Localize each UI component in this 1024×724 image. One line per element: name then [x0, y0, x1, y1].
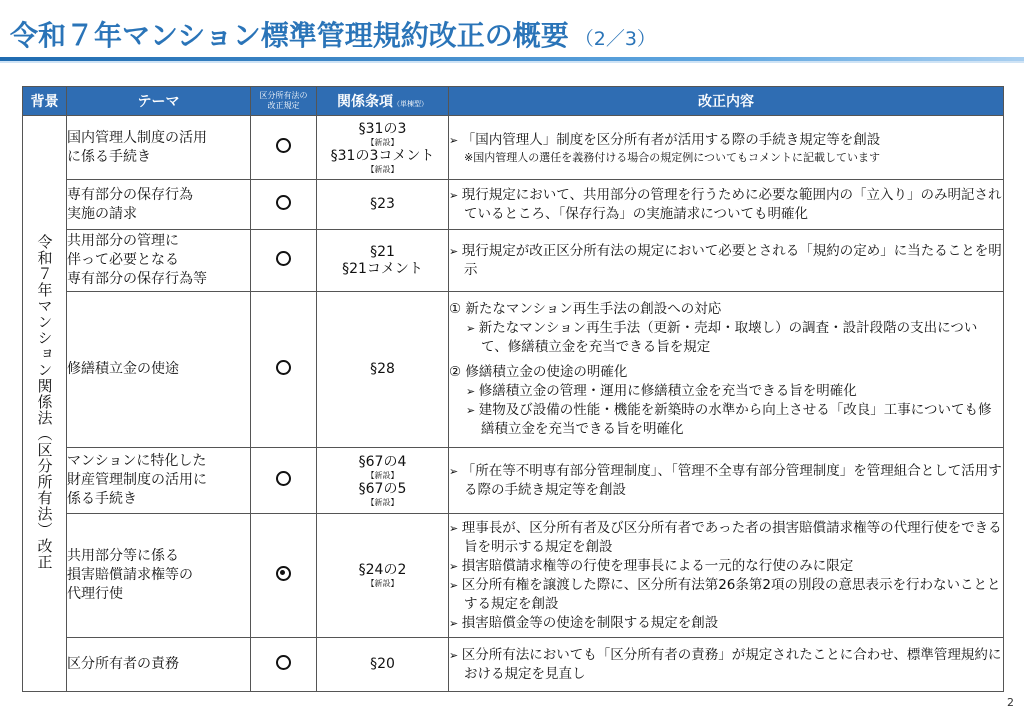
bullet-text: 区分所有法においても「区分所有者の責務」が規定されたことに合わせ、標準管理規約における規定を見直し — [461, 646, 1002, 682]
theme-line: 実施の請求 — [67, 205, 137, 222]
new-tag: 【新設】 — [366, 497, 399, 507]
articles-cell — [317, 180, 449, 230]
article-ref: §31の3コメント — [330, 147, 435, 164]
table-row — [23, 116, 1004, 180]
bullet-item — [449, 462, 1003, 500]
law-mark-cell — [251, 638, 317, 692]
header-background: 背景 — [23, 87, 67, 116]
article-ref: §21 — [370, 243, 395, 260]
page-title: 令和７年マンション標準管理規約改正の概要 （2／3） — [10, 19, 656, 52]
header-law: 区分所有法の 改正規定 — [251, 87, 317, 116]
theme-line: マンションに特化した — [67, 453, 207, 469]
content-cell — [449, 116, 1004, 180]
articles-cell — [317, 638, 449, 692]
bullet-text: 現行規定において、共用部分の管理を行うために必要な範囲内の「立入り」のみ明記されているところ、「保存行為」の実施請求についても明確化 — [461, 186, 1002, 222]
articles-cell — [317, 514, 449, 638]
bullet-item — [449, 614, 1003, 633]
content-cell — [449, 514, 1004, 638]
law-mark-cell — [251, 292, 317, 448]
articles-cell — [317, 448, 449, 514]
bullet-item — [449, 319, 1003, 357]
theme-line: 専有部分の保存行為 — [67, 186, 193, 203]
table-row — [23, 514, 1004, 638]
bullet-item — [449, 557, 1003, 576]
note-text: ※国内管理人の選任を義務付ける場合の規定例についてもコメントに記載しています — [464, 150, 880, 164]
bullet-item — [449, 186, 1003, 224]
bullet-text: 「所在等不明専有部分管理制度」、「管理不全専有部分管理制度」を管理組合として活用する際の手続き規定等を創設 — [461, 462, 1002, 498]
bullet-item — [449, 576, 1003, 614]
bullet-item — [449, 131, 1003, 150]
circle-icon — [276, 251, 291, 266]
articles-cell — [317, 292, 449, 448]
arrow-bullet-icon: ➢ — [449, 133, 462, 147]
bullet-item — [449, 242, 1003, 280]
background-label: 令和７年マンション関係法（区分所有法）改正 — [35, 233, 54, 570]
arrow-bullet-icon: ➢ — [449, 244, 462, 258]
article-ref: §20 — [370, 656, 395, 672]
circle-icon — [276, 138, 291, 153]
theme-cell — [67, 180, 251, 230]
theme-line: に係る手続き — [67, 148, 151, 165]
article-ref: §21コメント — [342, 260, 423, 277]
bullet-text: 新たなマンション再生手法（更新・売却・取壊し）の調査・設計段階の支出について、修繕積立金を充当できる旨を規定 — [478, 320, 978, 355]
bullet-item — [449, 519, 1003, 557]
article-ref: §23 — [370, 196, 395, 212]
bullet-text: 損害賠償請求権等の行使を理事長による一元的な行使のみに限定 — [461, 557, 854, 574]
arrow-bullet-icon: ➢ — [449, 464, 462, 478]
header-content: 改正内容 — [449, 87, 1004, 116]
articles-cell — [317, 116, 449, 180]
theme-line: 損害賠償請求権等の — [67, 567, 193, 583]
theme-line: 財産管理制度の活用に — [67, 472, 207, 488]
bullet-text: 現行規定が改正区分所有法の規定において必要とされる「規約の定め」に当たることを明示 — [461, 242, 1002, 278]
background-cell — [23, 116, 67, 692]
table-row — [23, 180, 1004, 230]
numbered-heading: ② 修繕積立金の使途の明確化 — [449, 364, 628, 380]
article-ref: §28 — [370, 361, 395, 377]
content-cell — [449, 180, 1004, 230]
article-ref: §67の5 — [358, 480, 407, 497]
new-tag: 【新設】 — [366, 164, 399, 174]
page-number: 2 — [1007, 696, 1014, 709]
table-row — [23, 230, 1004, 292]
law-mark-cell — [251, 448, 317, 514]
theme-line: 代理行使 — [67, 586, 123, 602]
title-underline-light — [0, 61, 1024, 63]
circle-icon — [276, 471, 291, 486]
article-ref: §31の3 — [358, 120, 407, 137]
bullet-item — [449, 401, 1003, 439]
bullet-text: 修繕積立金の管理・運用に修繕積立金を充当できる旨を明確化 — [478, 383, 857, 399]
theme-line: 共用部分等に係る — [67, 548, 179, 564]
bullet-item — [449, 646, 1003, 684]
law-mark-cell — [251, 230, 317, 292]
law-mark-cell — [251, 116, 317, 180]
title-bar — [0, 0, 1024, 62]
content-cell — [449, 230, 1004, 292]
theme-cell — [67, 116, 251, 180]
theme-cell — [67, 292, 251, 448]
article-ref: §24の2 — [358, 562, 407, 578]
arrow-bullet-icon: ➢ — [449, 616, 462, 630]
circle-icon — [276, 195, 291, 210]
theme-line: 共用部分の管理に — [67, 233, 179, 249]
theme-cell — [67, 448, 251, 514]
arrow-bullet-icon: ➢ — [466, 385, 479, 398]
theme-line: 係る手続き — [67, 491, 137, 507]
bullet-text: 「国内管理人」制度を区分所有者が活用する際の手続き規定等を創設 — [461, 131, 881, 148]
content-cell — [449, 448, 1004, 514]
header-articles: 関係条項（単棟型） — [317, 87, 449, 116]
arrow-bullet-icon: ➢ — [449, 578, 462, 592]
bullet-item — [449, 382, 1003, 401]
circle-icon — [276, 360, 291, 375]
law-mark-cell — [251, 514, 317, 638]
circle-icon — [276, 655, 291, 670]
table-row — [23, 448, 1004, 514]
bullet-text: 損害賠償金等の使途を制限する規定を創設 — [461, 614, 719, 631]
table-header-row — [23, 87, 1004, 116]
arrow-bullet-icon: ➢ — [449, 521, 462, 535]
arrow-bullet-icon: ➢ — [466, 322, 479, 335]
theme-line: 区分所有者の責務 — [67, 656, 179, 672]
theme-cell — [67, 514, 251, 638]
content-cell — [449, 638, 1004, 692]
theme-cell — [67, 230, 251, 292]
new-tag: 【新設】 — [366, 579, 399, 588]
numbered-heading: ① 新たなマンション再生手法の創設への対応 — [449, 301, 722, 317]
double-circle-icon — [276, 566, 291, 581]
page-subtitle: （2／3） — [574, 28, 656, 50]
new-tag: 【新設】 — [366, 137, 399, 147]
arrow-bullet-icon: ➢ — [449, 648, 462, 662]
table-row — [23, 292, 1004, 448]
content-cell — [449, 292, 1004, 448]
new-tag: 【新設】 — [366, 470, 399, 480]
arrow-bullet-icon: ➢ — [449, 559, 462, 573]
arrow-bullet-icon: ➢ — [449, 188, 462, 202]
bullet-text: 区分所有権を譲渡した際に、区分所有法第26条第2項の別段の意思表示を行わないこととする規定を創設 — [461, 576, 1001, 612]
bullet-text: 建物及び設備の性能・機能を新築時の水準から向上させる「改良」工事についても修繕積立金を充当できる旨を明確化 — [478, 402, 992, 437]
theme-line: 伴って必要となる — [67, 252, 179, 268]
table-row — [23, 638, 1004, 692]
theme-cell — [67, 638, 251, 692]
bullet-text: 理事長が、区分所有者及び区分所有者であった者の損害賠償請求権等の代理行使をできる旨を明示する規定を創設 — [461, 519, 1002, 555]
header-theme: テーマ — [67, 87, 251, 116]
theme-line: 国内管理人制度の活用 — [67, 129, 207, 146]
amendment-table — [22, 86, 1004, 692]
theme-line: 修繕積立金の使途 — [67, 361, 179, 377]
arrow-bullet-icon: ➢ — [466, 404, 479, 417]
article-ref: §67の4 — [358, 453, 407, 470]
law-mark-cell — [251, 180, 317, 230]
articles-cell — [317, 230, 449, 292]
theme-line: 専有部分の保存行為等 — [67, 271, 207, 287]
